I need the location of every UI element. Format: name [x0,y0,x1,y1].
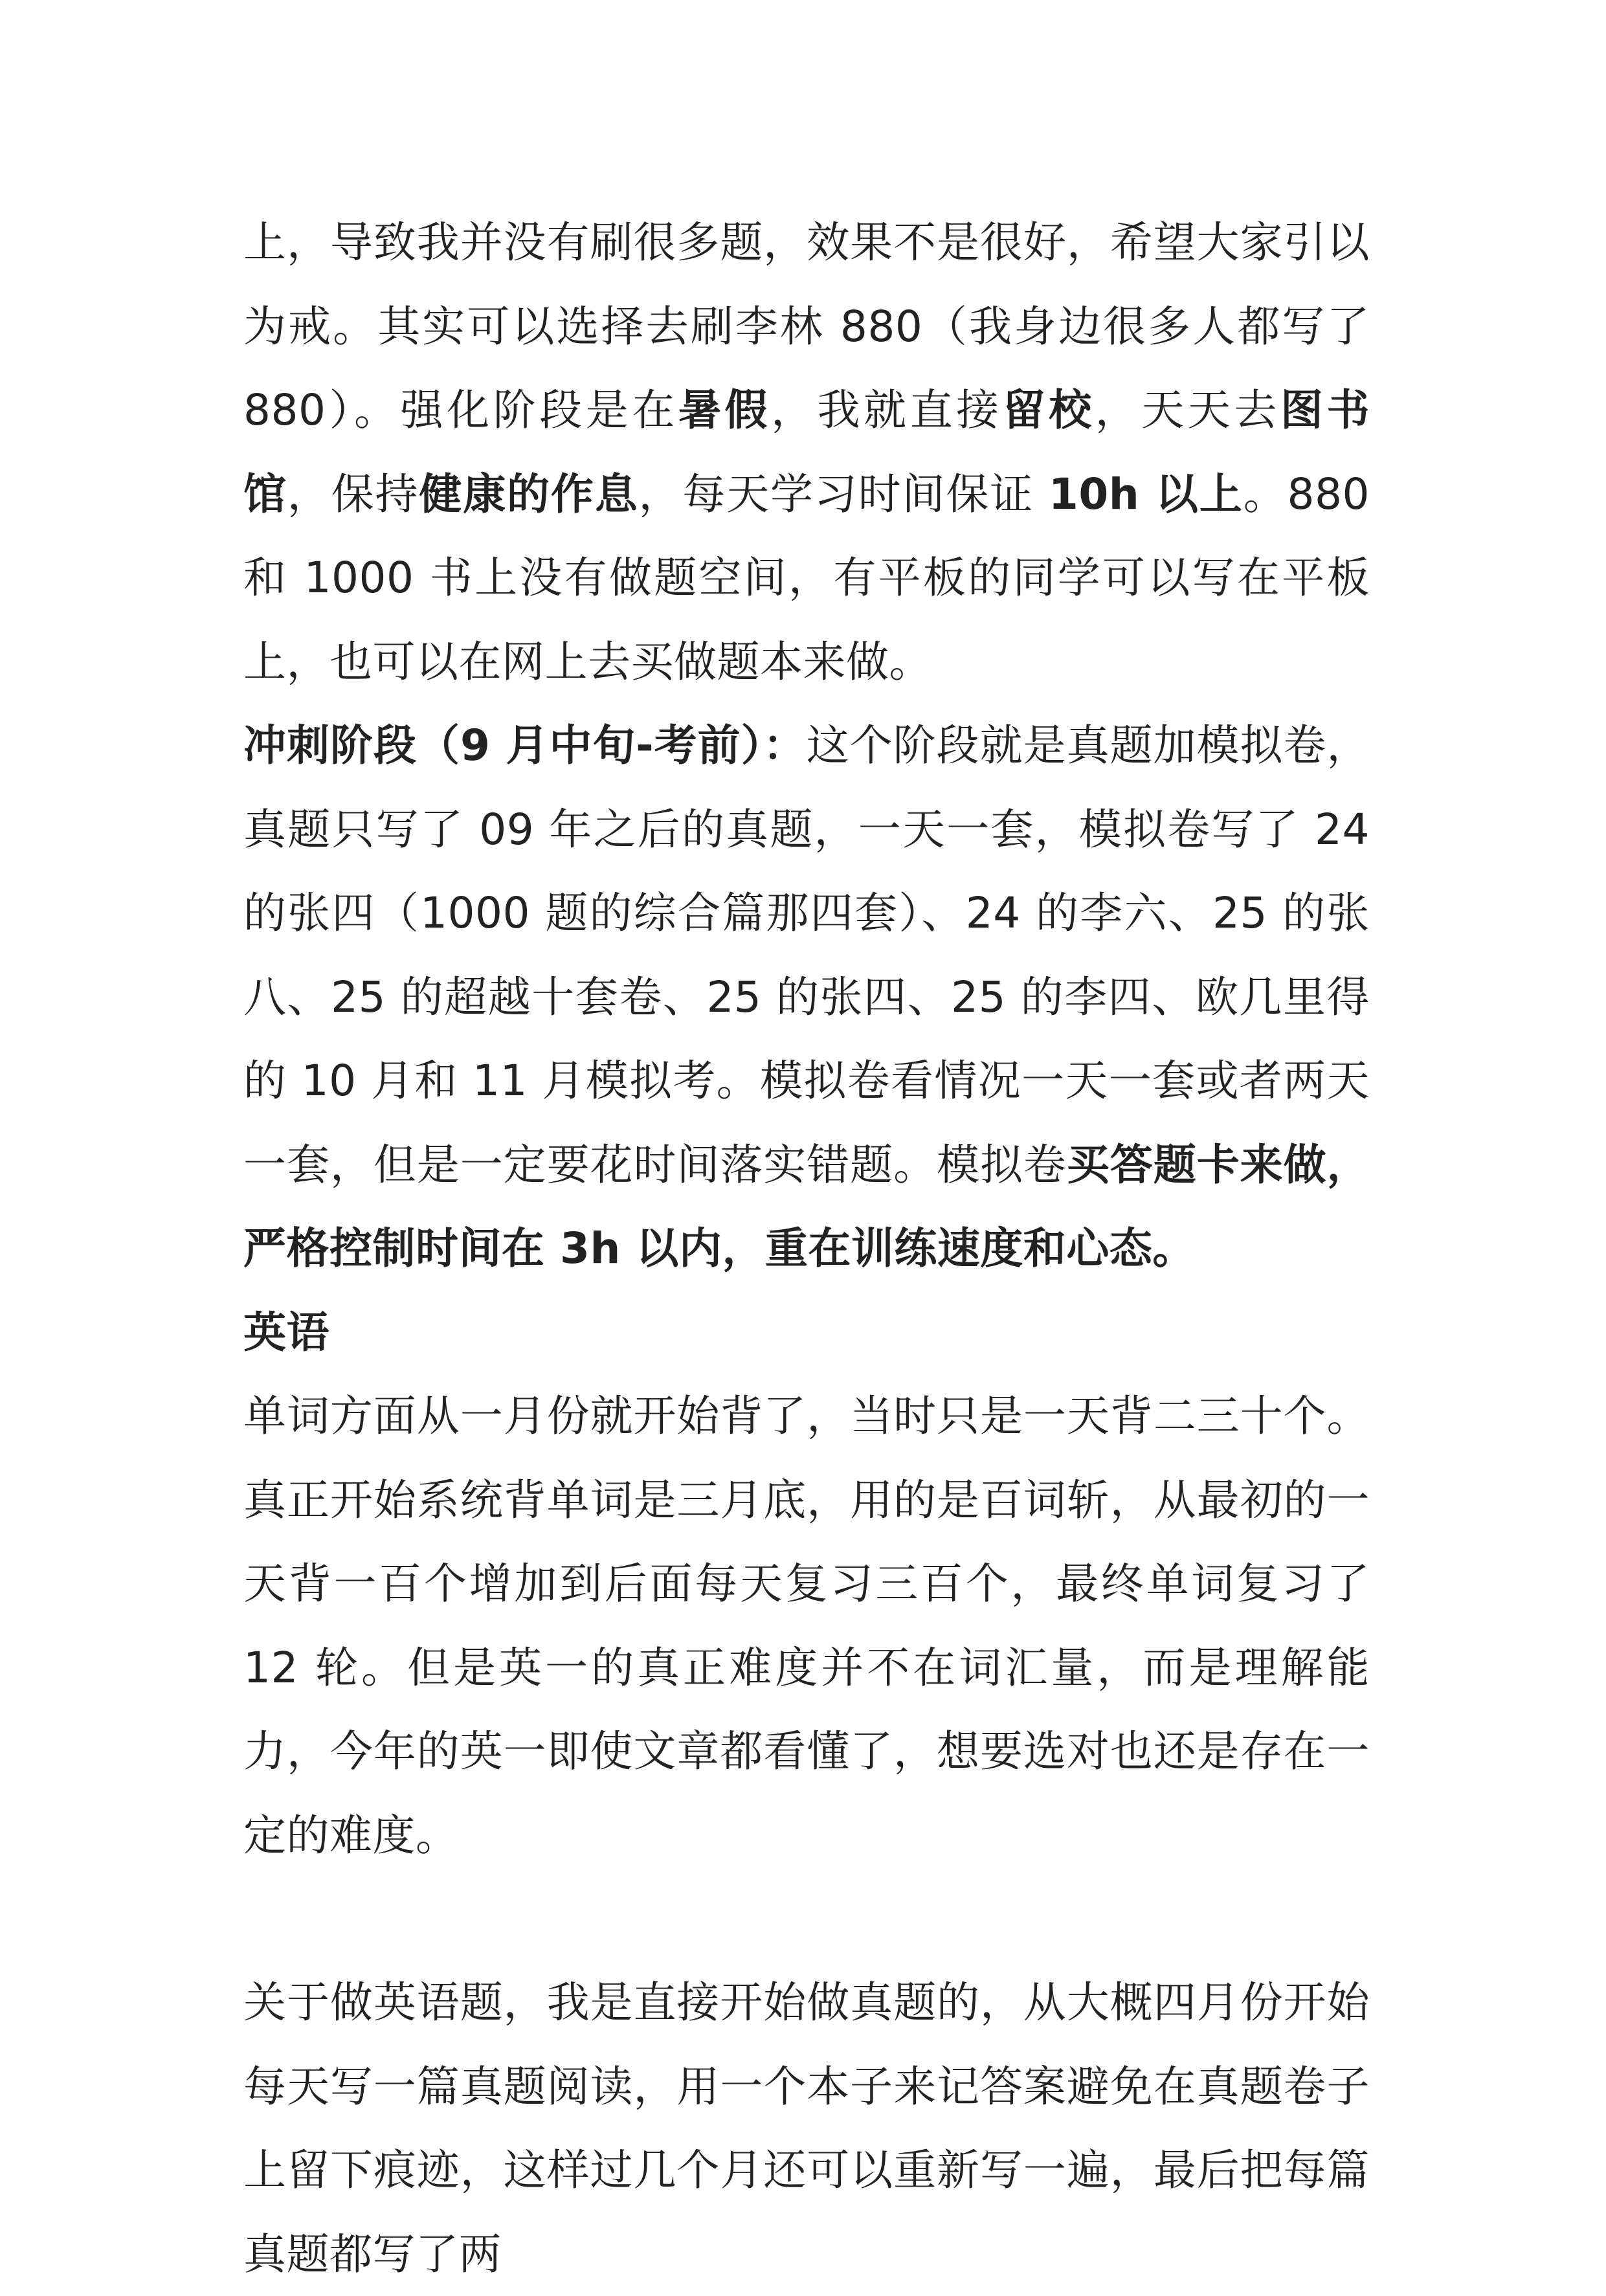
paragraph-english-practice [243,1961,1370,2296]
paragraph-math-practice [243,201,1370,704]
bold-segment: 留校 [1002,385,1095,435]
bold-segment: 健康的作息 [419,469,639,519]
text-segment: 。880 和 1000 书上没有做题空间，有平板的同学可以写在平板上，也可以在网上去买做题本来做。 [243,469,1370,687]
text-segment: 上，导致我并没有刷很多题，效果不是很好，希望大家引以为戒。其实可以选择去刷李林 880（我身边很多人都写了 880）。强化阶段是在 [243,217,1370,435]
paragraph-english-vocab [243,1374,1370,1877]
paragraph-sprint-stage [243,704,1370,1291]
section-heading-english: 英语 [243,1307,329,1357]
text-segment: 单词方面从一月份就开始背了，当时只是一天背二三十个。真正开始系统背单词是三月底，用的是百词斩，从最初的一天背一百个增加到后面每天复习三百个，最终单词复习了 12 轮。但是英一的真正难度并不在词汇量，而是理解能力，今年的英一即使文章都看懂了，想要选对也还是存在一定的难度。 [243,1391,1370,1860]
text-segment: ，天天去 [1095,385,1280,435]
text-segment: ，保持 [287,469,419,519]
bold-segment: 图书馆 [243,385,1370,519]
paragraph-spacer [243,1877,1370,1961]
text-segment: 这个阶段就是真题加模拟卷，真题只写了 09 年之后的真题，一天一套，模拟卷写了 24 的张四（1000 题的综合篇那四套）、24 的李六、25 的张八、25 的超越十套卷、25 的张四、25 的李四、欧几里得的 10 月和 11 月模拟考。模拟卷看情况一天一套或者两天一套，但是一定要花时间落实错题。模拟卷 [243,720,1370,1190]
bold-segment: 暑假 [678,385,771,435]
text-segment: 关于做英语题，我是直接开始做真题的，从大概四月份开始每天写一篇真题阅读，用一个本子来记答案避免在真题卷子上留下痕迹，这样过几个月还可以重新写一遍，最后把每篇真题都写了两 [243,1978,1370,2279]
text-segment: ，每天学习时间保证 [638,469,1049,519]
bold-segment: 买答题卡来做，严格控制时间在 3h 以内，重在训练速度和心态。 [243,1139,1370,1273]
bold-segment: 10h 以上 [1048,469,1244,519]
bold-segment: 冲刺阶段（9 月中旬-考前）： [243,720,807,770]
text-segment: ，我就直接 [770,385,1003,435]
document-page [243,201,1370,2296]
